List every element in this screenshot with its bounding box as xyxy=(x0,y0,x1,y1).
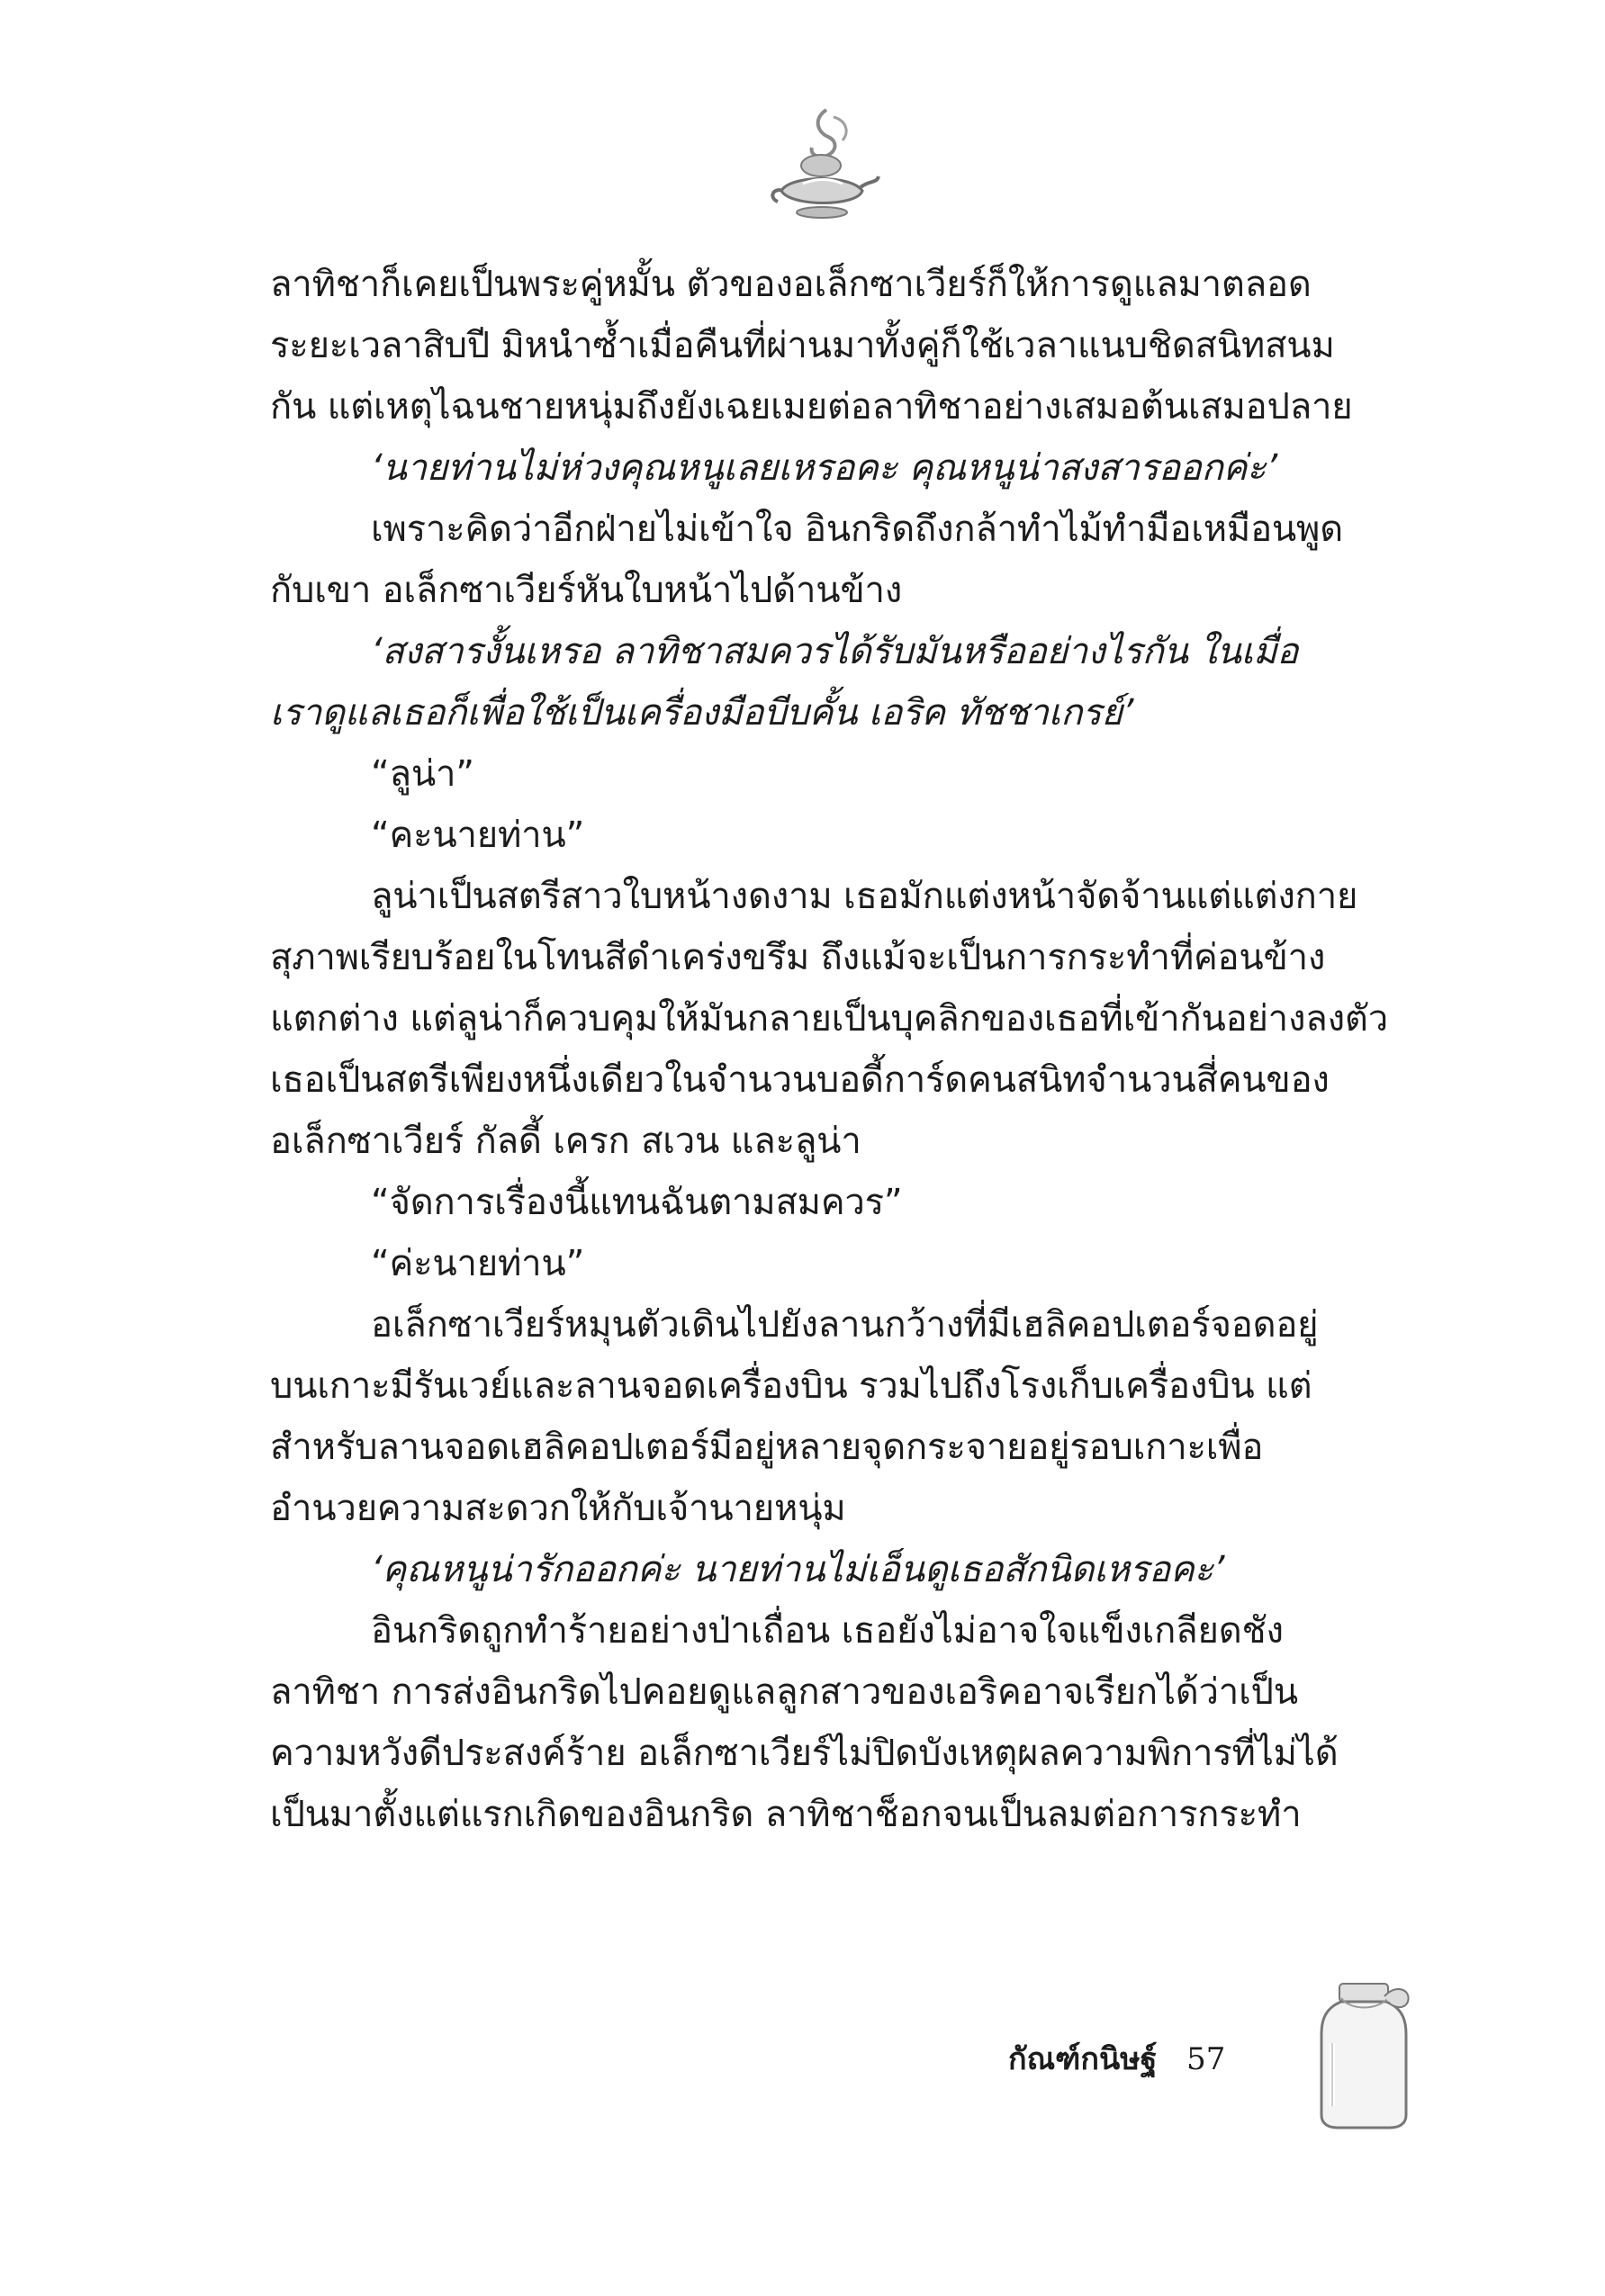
text-line: ลูน่าเป็นสตรีสาวใบหน้างดงาม เธอมักแต่งหน้าจัดจ้านแต่แต่งกาย xyxy=(371,876,1358,917)
text-line: อเล็กซาเวียร์ กัลดี้ เครก สเวน และลูน่า xyxy=(270,1121,861,1162)
text-line: ‘นายท่านไม่ห่วงคุณหนูเลยเหรอคะ คุณหนูน่าสงสารออกค่ะ’ xyxy=(371,447,1277,489)
text-line: ‘คุณหนูน่ารักออกค่ะ นายท่านไม่เอ็นดูเธอสักนิดเหรอคะ’ xyxy=(371,1549,1225,1590)
text-line: อำนวยความสะดวกให้กับเจ้านายหนุ่ม xyxy=(270,1488,846,1529)
text-line: “คะนายท่าน” xyxy=(371,815,585,856)
text-line: ระยะเวลาสิบปี มิหนำซ้ำเมื่อคืนที่ผ่านมาทั้งคู่ก็ใช้เวลาแนบชิดสนิทสนม xyxy=(270,325,1335,366)
text-line: ‘สงสารงั้นเหรอ ลาทิชาสมควรได้รับมันหรืออย่างไรกัน ในเมื่อ xyxy=(371,631,1299,672)
text-line: เราดูแลเธอก็เพื่อใช้เป็นเครื่องมือบีบคั้น เอริค ทัชชาเกรย์’ xyxy=(270,692,1134,734)
text-line: กัน แต่เหตุไฉนชายหนุ่มถึงยังเฉยเมยต่อลาทิชาอย่างเสมอต้นเสมอปลาย xyxy=(270,386,1353,428)
text-line: สำหรับลานจอดเฮลิคอปเตอร์มีอยู่หลายจุดกระจายอยู่รอบเกาะเพื่อ xyxy=(270,1427,1264,1468)
genie-lamp-icon xyxy=(763,101,880,236)
page-number: 57 xyxy=(1186,2041,1226,2077)
text-line: ลาทิชาก็เคยเป็นพระคู่หมั้น ตัวของอเล็กซาเวียร์ก็ให้การดูแลมาตลอด xyxy=(270,264,1312,305)
book-title: กัณฑ์กนิษฐ์ xyxy=(1008,2041,1158,2077)
text-line: ลาทิชา การส่งอินกริดไปคอยดูแลลูกสาวของเอริคอาจเรียกได้ว่าเป็น xyxy=(270,1671,1298,1713)
page-footer xyxy=(1008,2032,1225,2086)
text-line: ความหวังดีประสงค์ร้าย อเล็กซาเวียร์ไม่ปิดบังเหตุผลความพิการที่ไม่ได้ xyxy=(270,1733,1339,1774)
glass-jar-icon xyxy=(1305,1971,1422,2133)
text-line: อเล็กซาเวียร์หมุนตัวเดินไปยังลานกว้างที่มีเฮลิคอปเตอร์จอดอยู่ xyxy=(371,1304,1319,1346)
text-line: อินกริดถูกทำร้ายอย่างป่าเถื่อน เธอยังไม่อาจใจแข็งเกลียดชัง xyxy=(371,1610,1284,1652)
text-line: “ลูน่า” xyxy=(371,753,474,795)
text-line: กับเขา อเล็กซาเวียร์หันใบหน้าไปด้านข้าง xyxy=(270,570,903,611)
text-line: เป็นมาตั้งแต่แรกเกิดของอินกริด ลาทิชาช็อกจนเป็นลมต่อการกระทำ xyxy=(270,1794,1302,1835)
text-line: “จัดการเรื่องนี้แทนฉันตามสมควร” xyxy=(371,1182,903,1223)
body-text xyxy=(270,254,1397,1845)
text-line: เธอเป็นสตรีเพียงหนึ่งเดียวในจำนวนบอดี้การ์ดคนสนิทจำนวนสี่คนของ xyxy=(270,1059,1330,1101)
text-line: “ค่ะนายท่าน” xyxy=(371,1243,585,1284)
text-line: สุภาพเรียบร้อยในโทนสีดำเคร่งขรึม ถึงแม้จะเป็นการกระทำที่ค่อนข้าง xyxy=(270,937,1326,978)
text-line: บนเกาะมีรันเวย์และลานจอดเครื่องบิน รวมไปถึงโรงเก็บเครื่องบิน แต่ xyxy=(270,1365,1312,1407)
text-line: แตกต่าง แต่ลูน่าก็ควบคุมให้มันกลายเป็นบุคลิกของเธอที่เข้ากันอย่างลงตัว xyxy=(270,998,1388,1040)
text-line: เพราะคิดว่าอีกฝ่ายไม่เข้าใจ อินกริดถึงกล้าทำไม้ทำมือเหมือนพูด xyxy=(371,509,1343,550)
